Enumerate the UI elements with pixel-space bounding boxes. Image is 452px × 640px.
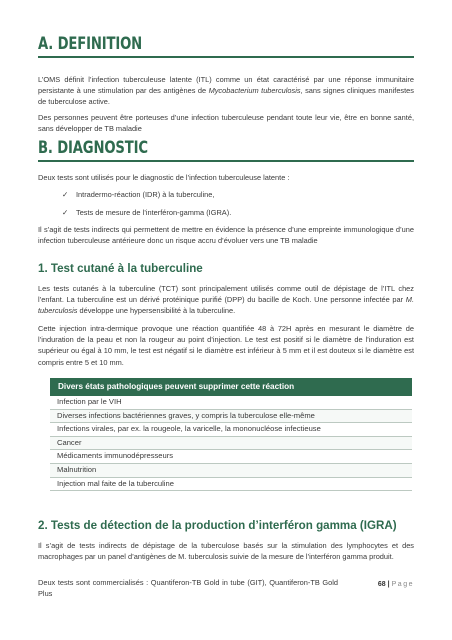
table-header: Divers états pathologiques peuvent supprimer cette réaction <box>50 378 412 396</box>
subsection-2-title: 2. Tests de détection de la production d’interféron gamma (IGRA) <box>38 519 397 532</box>
table-row: Infection par le VIH <box>50 396 412 410</box>
subsection-2-para2-text: Deux tests sont commercialisés : Quantiferon-TB Gold in tube (GIT), Quantiferon-TB Gold Plus <box>38 578 338 599</box>
subsection-1-para1-text-end: développe une hypersensibilité à la tuberculine. <box>77 306 236 316</box>
section-a-para1-emphasis: Mycobacterium tuberculosis <box>208 86 301 96</box>
section-b-divider <box>38 160 414 162</box>
subsection-1-para1-text: Les tests cutanés à la tuberculine (TCT) sont principalement utilisés comme outil de dépistage de l’ITL chez l’enfant. La tuberculine est un dérivé protéinique purifié (DPP) du bacille de Koch. Une personne infectée par <box>38 284 414 305</box>
section-a-divider <box>38 56 414 58</box>
checkmark-icon: ✓ <box>62 208 69 217</box>
subsection-1-title: 1. Test cutané à la tuberculine <box>38 262 203 275</box>
page-number: 68 <box>377 581 386 588</box>
section-a-title: A. DEFINITION <box>38 34 143 53</box>
section-b-title: B. DIAGNOSTIC <box>38 138 148 157</box>
section-a-para1-text: L’OMS définit l’infection tuberculeuse latente (ITL) comme un état caractérisé par une réponse immunitaire persistante à une stimulation par des antigènes de <box>38 75 414 96</box>
bullet-text: Intradermo-réaction (IDR) à la tuberculine, <box>76 190 215 199</box>
checkmark-icon: ✓ <box>62 190 69 199</box>
table-row: Cancer <box>50 437 412 451</box>
section-b-paragraph: Il s’agit de tests indirects qui permettent de mettre en évidence la présence d’une empreinte immunologique d’une infection tuberculeuse antérieure donc un risque accru d’évoluer vers une TB maladie <box>38 225 414 246</box>
section-a-paragraph-1 <box>38 74 414 108</box>
table-row: Infections virales, par ex. la rougeole, la varicelle, la mononucléose infectieuse <box>50 423 412 437</box>
section-a-para1-text-end: , sans signes cliniques manifestes de tuberculose active. <box>38 86 414 107</box>
table-row: Diverses infections bactériennes graves, y compris la tuberculose elle-même <box>50 410 412 424</box>
pathology-table <box>50 396 412 491</box>
section-b-intro: Deux tests sont utilisés pour le diagnostic de l’infection tuberculeuse latente : <box>38 173 290 182</box>
footer-separator: | <box>387 581 390 588</box>
page-label: Page <box>391 581 414 588</box>
subsection-2-paragraph-1: Il s’agit de tests indirects de dépistage de la tuberculose basés sur la stimulation des lymphocytes et des macrophages par un panel d’antigènes de M. tuberculosis suivie de la mesure de l’interféron gamma produit. <box>38 541 414 562</box>
subsection-1-para1-emphasis: M. tuberculosis <box>38 295 414 316</box>
bullet-item <box>62 189 214 200</box>
subsection-2-paragraph-2 <box>38 577 338 599</box>
table-row: Malnutrition <box>50 464 412 478</box>
section-a-paragraph-2: Des personnes peuvent être porteuses d’une infection tuberculeuse pendant toute leur vie, être en bonne santé, sans développer de TB maladie <box>38 113 414 134</box>
bullet-item <box>62 207 231 218</box>
table-row: Médicaments immunodépresseurs <box>50 450 412 464</box>
subsection-1-paragraph-2: Cette injection intra-dermique provoque une réaction quantifiée 48 à 72H après en mesurant le diamètre de l’induration de la peau et non la rougeur au point d’injection. Le test est positif si le diamètre de l’induration est supérieur ou égal à 10 mm, le test est négatif si le diamètre est inférieur à 5 mm et il est douteux si le diamètre est compris entre 5 et 10 mm. <box>38 324 414 367</box>
subsection-1-paragraph-1 <box>38 283 414 317</box>
page-footer <box>378 581 414 588</box>
table-row: Injection mal faite de la tuberculine <box>50 478 412 492</box>
bullet-text: Tests de mesure de l’interféron-gamma (IGRA). <box>76 208 232 217</box>
